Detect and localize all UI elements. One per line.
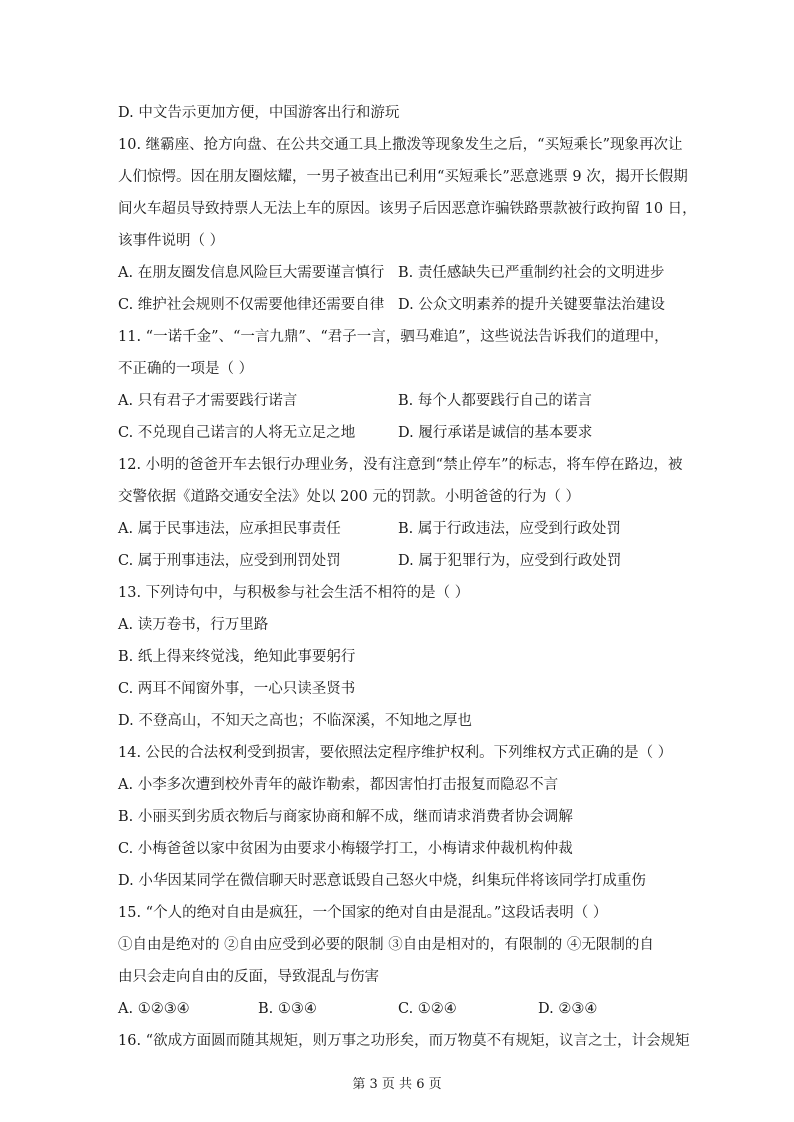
q10-stem-line-1: 10. 继霸座、抢方向盘、在公共交通工具上撒泼等现象发生之后，“买短乘长”现象再次让 [118, 137, 683, 153]
q15-option-d: D. ②③④ [538, 1001, 598, 1017]
q12-stem-line-1: 12. 小明的爸爸开车去银行办理业务，没有注意到“禁止停车”的标志，将车停在路边，被 [118, 457, 683, 473]
q12-option-b: B. 属于行政违法，应受到行政处罚 [398, 521, 621, 537]
q11-option-c: C. 不兑现自己诺言的人将无立足之地 [118, 425, 356, 441]
q11-stem-line-2: 不正确的一项是（ ） [118, 361, 254, 377]
q11-stem-line-1: 11. “一诺千金”、“一言九鼎”、“君子一言，驷马难追”，这些说法告诉我们的道理中， [118, 329, 669, 345]
q11-option-d: D. 履行承诺是诚信的基本要求 [398, 425, 593, 441]
q10-stem-line-4: 该事件说明（ ） [118, 233, 225, 249]
q10-stem-line-2: 人们惊愕。因在朋友圈炫耀，一男子被查出已利用“买短乘长”恶意逃票 9 次，揭开长假期 [118, 169, 688, 185]
q9-option-d: D. 中文告示更加方便，中国游客出行和游玩 [118, 105, 400, 121]
q13-option-c: C. 两耳不闻窗外事，一心只读圣贤书 [118, 681, 356, 697]
q13-option-d: D. 不登高山，不知天之高也；不临深溪，不知地之厚也 [118, 713, 472, 729]
q12-options-row-2 [118, 551, 678, 571]
q11-option-b: B. 每个人都要践行自己的诺言 [398, 393, 592, 409]
q12-option-d: D. 属于犯罪行为，应受到行政处罚 [398, 553, 622, 569]
q15-stem-line-1: 15. “个人的绝对自由是疯狂，一个国家的绝对自由是混乱。”这段话表明（ ） [118, 905, 608, 921]
q10-stem-line-3: 间火车超员导致持票人无法上车的原因。该男子后因恶意诈骗铁路票款被行政拘留 10 日， [118, 201, 697, 217]
q10-option-d: D. 公众文明素养的提升关键要靠法治建设 [398, 297, 665, 313]
q10-options-row-2 [118, 295, 678, 315]
q12-option-a: A. 属于民事违法，应承担民事责任 [118, 521, 341, 537]
q14-option-c: C. 小梅爸爸以家中贫困为由要求小梅辍学打工，小梅请求仲裁机构仲裁 [118, 841, 573, 857]
q15-stem-line-3: 由只会走向自由的反面，导致混乱与伤害 [118, 969, 379, 985]
q11-options-row-2 [118, 423, 678, 443]
q10-option-c: C. 维护社会规则不仅需要他律还需要自律 [118, 297, 385, 313]
q15-stem-line-2: ①自由是绝对的 ②自由应受到必要的限制 ③自由是相对的，有限制的 ④无限制的自 [118, 937, 654, 953]
q15-options-row [118, 999, 678, 1019]
q15-option-a: A. ①②③④ [118, 1001, 190, 1017]
q13-option-b: B. 纸上得来终觉浅，绝知此事要躬行 [118, 649, 356, 665]
q15-option-c: C. ①②④ [398, 1001, 457, 1017]
q14-option-b: B. 小丽买到劣质衣物后与商家协商和解不成，继而请求消费者协会调解 [118, 809, 573, 825]
q14-stem: 14. 公民的合法权利受到损害，要依照法定程序维护权利。下列维权方式正确的是（ ） [118, 745, 673, 761]
q10-options-row-1 [118, 263, 678, 283]
q12-option-c: C. 属于刑事违法，应受到刑罚处罚 [118, 553, 341, 569]
q15-option-b: B. ①③④ [258, 1001, 317, 1017]
q13-stem: 13. 下列诗句中，与积极参与社会生活不相符的是（ ） [118, 585, 470, 601]
q14-option-d: D. 小华因某同学在微信聊天时恶意诋毁自己怒火中烧，纠集玩伴将该同学打成重伤 [118, 873, 646, 889]
q12-options-row-1 [118, 519, 678, 539]
q11-option-a: A. 只有君子才需要践行诺言 [118, 393, 298, 409]
q10-option-a: A. 在朋友圈发信息风险巨大需要谨言慎行 [118, 265, 385, 281]
q12-stem-line-2: 交警依据《道路交通安全法》处以 200 元的罚款。小明爸爸的行为（ ） [118, 489, 581, 505]
page-footer: 第 3 页 共 6 页 [352, 1077, 442, 1092]
q13-option-a: A. 读万卷书，行万里路 [118, 617, 269, 633]
q14-option-a: A. 小李多次遭到校外青年的敲诈勒索，都因害怕打击报复而隐忍不言 [118, 777, 559, 793]
q11-options-row-1 [118, 391, 678, 411]
q10-option-b: B. 责任感缺失已严重制约社会的文明进步 [398, 265, 665, 281]
q16-stem-line-1: 16. “欲成方面圆而随其规矩，则万事之功形矣，而万物莫不有规矩，议言之士，计会规矩 [118, 1033, 690, 1049]
